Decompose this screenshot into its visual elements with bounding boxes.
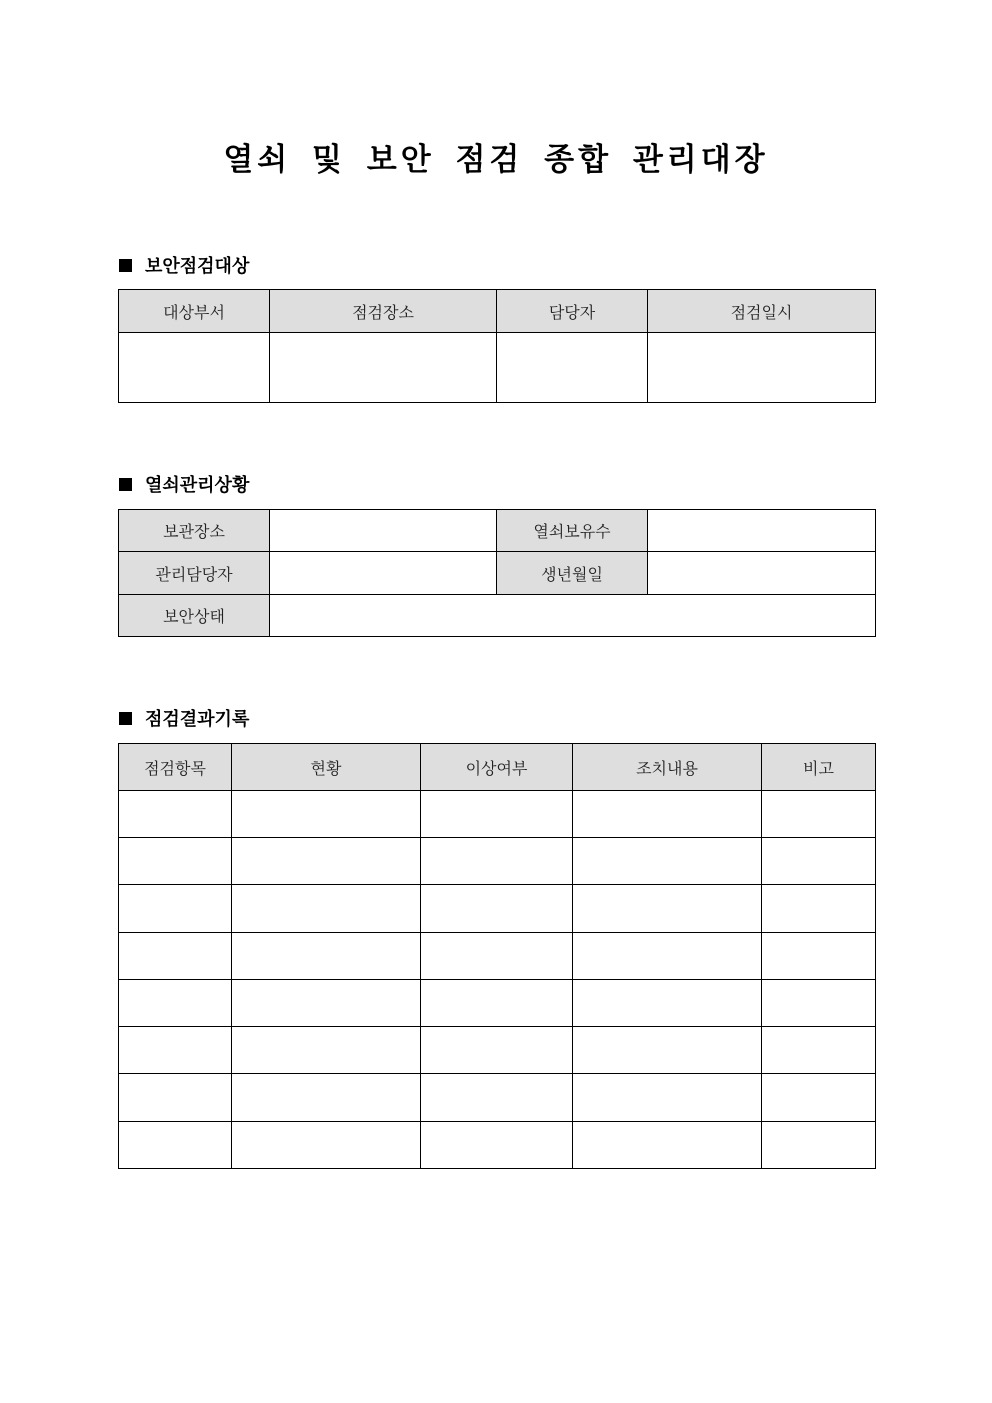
abnormality-cell[interactable] bbox=[421, 933, 573, 980]
current-status-cell[interactable] bbox=[232, 885, 421, 933]
action-taken-cell[interactable] bbox=[573, 791, 762, 838]
table-row bbox=[119, 1027, 876, 1074]
column-header-department: 대상부서 bbox=[119, 290, 270, 333]
current-status-cell[interactable] bbox=[232, 1122, 421, 1169]
inspection-place-cell[interactable] bbox=[270, 333, 497, 403]
inspection-item-cell[interactable] bbox=[119, 885, 232, 933]
section-heading-label: 점검결과기록 bbox=[145, 709, 250, 730]
inspection-datetime-cell[interactable] bbox=[648, 333, 876, 403]
table-row bbox=[119, 552, 876, 595]
birth-date-label: 생년월일 bbox=[497, 552, 648, 595]
column-header-inspection-datetime: 점검일시 bbox=[648, 290, 876, 333]
black-square-icon bbox=[119, 478, 132, 491]
column-header-remarks: 비고 bbox=[762, 744, 876, 791]
current-status-cell[interactable] bbox=[232, 933, 421, 980]
black-square-icon bbox=[119, 259, 132, 272]
column-header-abnormality: 이상여부 bbox=[421, 744, 573, 791]
action-taken-cell[interactable] bbox=[573, 838, 762, 885]
table-row bbox=[119, 333, 876, 403]
column-header-current-status: 현황 bbox=[232, 744, 421, 791]
remarks-cell[interactable] bbox=[762, 791, 876, 838]
table-row bbox=[119, 980, 876, 1027]
abnormality-cell[interactable] bbox=[421, 1122, 573, 1169]
birth-date-field[interactable] bbox=[648, 552, 876, 595]
table-row bbox=[119, 885, 876, 933]
remarks-cell[interactable] bbox=[762, 838, 876, 885]
column-header-action-taken: 조치내용 bbox=[573, 744, 762, 791]
inspection-item-cell[interactable] bbox=[119, 980, 232, 1027]
inspection-results-table bbox=[118, 743, 876, 1169]
storage-location-label: 보관장소 bbox=[119, 510, 270, 552]
person-in-charge-cell[interactable] bbox=[497, 333, 648, 403]
department-cell[interactable] bbox=[119, 333, 270, 403]
table-row bbox=[119, 838, 876, 885]
table-row bbox=[119, 510, 876, 552]
security-status-field[interactable] bbox=[270, 595, 876, 637]
table-header-row bbox=[119, 744, 876, 791]
remarks-cell[interactable] bbox=[762, 885, 876, 933]
table-header-row bbox=[119, 290, 876, 333]
action-taken-cell[interactable] bbox=[573, 1122, 762, 1169]
abnormality-cell[interactable] bbox=[421, 1074, 573, 1122]
abnormality-cell[interactable] bbox=[421, 838, 573, 885]
abnormality-cell[interactable] bbox=[421, 791, 573, 838]
inspection-item-cell[interactable] bbox=[119, 838, 232, 885]
abnormality-cell[interactable] bbox=[421, 980, 573, 1027]
remarks-cell[interactable] bbox=[762, 933, 876, 980]
manager-field[interactable] bbox=[270, 552, 497, 595]
section-heading-label: 보안점검대상 bbox=[145, 256, 250, 277]
inspection-item-cell[interactable] bbox=[119, 1122, 232, 1169]
current-status-cell[interactable] bbox=[232, 791, 421, 838]
key-count-label: 열쇠보유수 bbox=[497, 510, 648, 552]
remarks-cell[interactable] bbox=[762, 980, 876, 1027]
inspection-item-cell[interactable] bbox=[119, 1027, 232, 1074]
section-heading-key-management bbox=[119, 472, 249, 496]
table-row bbox=[119, 933, 876, 980]
current-status-cell[interactable] bbox=[232, 1074, 421, 1122]
action-taken-cell[interactable] bbox=[573, 1027, 762, 1074]
action-taken-cell[interactable] bbox=[573, 885, 762, 933]
current-status-cell[interactable] bbox=[232, 1027, 421, 1074]
table-row bbox=[119, 791, 876, 838]
table-row bbox=[119, 1122, 876, 1169]
table-row bbox=[119, 595, 876, 637]
action-taken-cell[interactable] bbox=[573, 933, 762, 980]
storage-location-field[interactable] bbox=[270, 510, 497, 552]
inspection-item-cell[interactable] bbox=[119, 791, 232, 838]
current-status-cell[interactable] bbox=[232, 980, 421, 1027]
key-management-table bbox=[118, 509, 876, 637]
inspection-item-cell[interactable] bbox=[119, 1074, 232, 1122]
section-heading-label: 열쇠관리상황 bbox=[145, 475, 250, 496]
section-heading-inspection-results bbox=[119, 706, 249, 730]
inspection-target-table bbox=[118, 289, 876, 403]
column-header-inspection-item: 점검항목 bbox=[119, 744, 232, 791]
column-header-inspection-place: 점검장소 bbox=[270, 290, 497, 333]
action-taken-cell[interactable] bbox=[573, 1074, 762, 1122]
key-count-field[interactable] bbox=[648, 510, 876, 552]
abnormality-cell[interactable] bbox=[421, 885, 573, 933]
inspection-item-cell[interactable] bbox=[119, 933, 232, 980]
manager-label: 관리담당자 bbox=[119, 552, 270, 595]
security-status-label: 보안상태 bbox=[119, 595, 270, 637]
abnormality-cell[interactable] bbox=[421, 1027, 573, 1074]
remarks-cell[interactable] bbox=[762, 1074, 876, 1122]
remarks-cell[interactable] bbox=[762, 1122, 876, 1169]
column-header-person-in-charge: 담당자 bbox=[497, 290, 648, 333]
table-row bbox=[119, 1074, 876, 1122]
black-square-icon bbox=[119, 712, 132, 725]
remarks-cell[interactable] bbox=[762, 1027, 876, 1074]
document-title: 열쇠 및 보안 점검 종합 관리대장 bbox=[223, 142, 769, 178]
current-status-cell[interactable] bbox=[232, 838, 421, 885]
action-taken-cell[interactable] bbox=[573, 980, 762, 1027]
section-heading-inspection-target bbox=[119, 253, 249, 277]
